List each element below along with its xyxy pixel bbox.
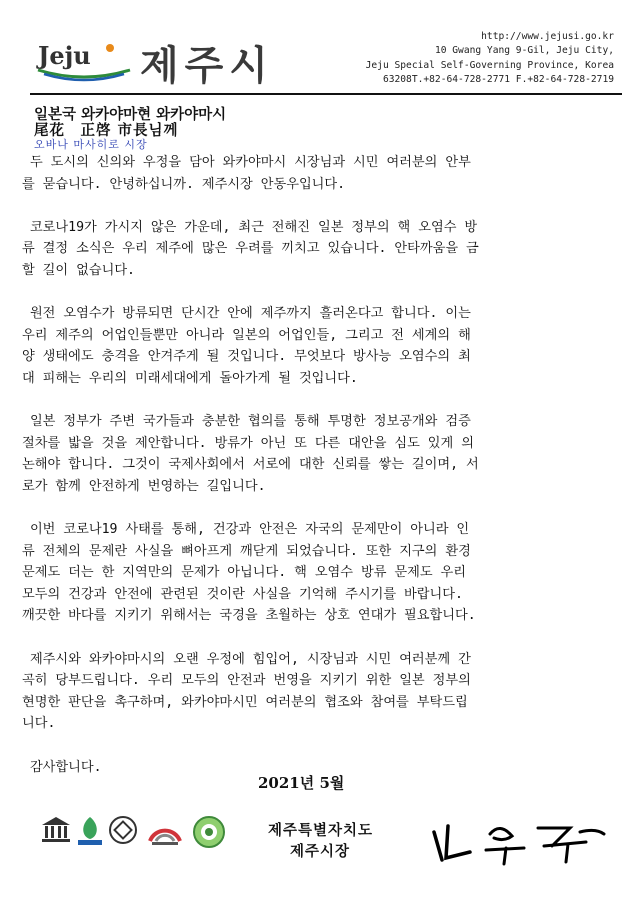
org-province: 제주특별자치도 bbox=[268, 822, 374, 839]
body-line: 제주시와 와카야마시의 오랜 우정에 힘입어, 시장님과 시민 여러분께 간 bbox=[22, 651, 471, 667]
body-line: 논해야 합니다. 그것이 국제사회에서 서로에 대한 신뢰를 쌓는 길이며, 서 bbox=[22, 457, 479, 473]
body-line: 류 전체의 문제란 사실을 뼈아프게 깨닫게 되었습니다. 또한 지구의 환경 bbox=[22, 543, 471, 559]
body-line: 우리 제주의 어업인들뿐만 아니라 일본의 어업인들, 그리고 전 세계의 해 bbox=[22, 327, 471, 343]
body-line: 대 피해는 우리의 미래세대에게 돌아가게 될 것입니다. bbox=[22, 370, 358, 386]
eco-icon bbox=[192, 815, 226, 849]
contact-phone-fax: 63208T.+82-64-728-2771 F.+82-64-728-2719 bbox=[382, 73, 614, 85]
body-line: 니다. bbox=[22, 716, 56, 732]
header-divider bbox=[30, 93, 622, 95]
jeju-logo bbox=[34, 40, 134, 82]
org-mayor-title: 제주시장 bbox=[290, 843, 351, 860]
addressee-name: 尾花 正啓 市長님께 bbox=[34, 122, 179, 139]
body-line: 깨끗한 바다를 지키기 위해서는 국경을 초월하는 상호 연대가 필요합니다. bbox=[22, 608, 476, 624]
paragraph-gap bbox=[22, 195, 616, 217]
world-heritage-icon bbox=[108, 815, 138, 845]
contact-address-line1: 10 Gwang Yang 9-Gil, Jeju City, bbox=[434, 45, 614, 57]
letter-date: 2021년 5월 bbox=[258, 774, 345, 792]
body-line: 곡히 당부드립니다. 우리 모두의 안전과 번영을 지키기 위한 일본 정부의 bbox=[22, 673, 471, 689]
addressee-city: 일본국 와카야마현 와카야마시 bbox=[34, 106, 227, 123]
body-line: 를 묻습니다. 안녕하십니까. 제주시장 안동우입니다. bbox=[22, 176, 346, 192]
body-line: 현명한 판단을 촉구하며, 와카야마시민 여러분의 협조와 참여를 부탁드립 bbox=[22, 694, 468, 710]
geopark-icon bbox=[146, 815, 184, 847]
paragraph-gap bbox=[22, 390, 616, 412]
unesco-icon bbox=[40, 815, 72, 845]
paragraph-gap bbox=[22, 282, 616, 304]
body-line: 두 도시의 신의와 우정을 담아 와카야마시 시장님과 시민 여러분의 안부 bbox=[22, 155, 471, 170]
body-line: 문제도 더는 한 지역만의 문제가 아닙니다. 핵 오염수 방류 문제도 우리 bbox=[22, 565, 467, 581]
svg-text:Jeju: Jeju bbox=[38, 41, 91, 70]
contact-block bbox=[366, 30, 614, 87]
jeju-city-title: 제주시 bbox=[140, 42, 274, 89]
body-line: 이번 코로나19 사태를 통해, 건강과 안전은 자국의 문제만이 아니라 인 bbox=[22, 522, 470, 538]
body-line: 원전 오염수가 방류되면 단시간 안에 제주까지 흘러온다고 합니다. 이는 bbox=[22, 306, 471, 322]
paragraph-gap bbox=[22, 735, 616, 757]
contact-url[interactable]: http://www.jejusi.go.kr bbox=[481, 31, 614, 42]
mayor-signature bbox=[420, 812, 610, 872]
body-line: 양 생태에도 충격을 안겨주게 될 것입니다. 무엇보다 방사능 오염수의 최 bbox=[22, 349, 471, 365]
body-line: 할 길이 없습니다. bbox=[22, 262, 135, 278]
body-line: 모두의 건강과 안전에 관련된 것이란 사실을 기억해 주시기를 바랍니다. bbox=[22, 586, 463, 602]
addressee-reading: 오바나 마사히로 시장 bbox=[34, 138, 148, 151]
body-line: 로가 함께 안전하게 번영하는 길입니다. bbox=[22, 478, 266, 494]
contact-address-line2: Jeju Special Self-Governing Province, Korea bbox=[365, 59, 614, 71]
body-line: 코로나19가 가시지 않은 가운데, 최근 전해진 일본 정부의 핵 오염수 방 bbox=[22, 219, 478, 235]
mab-icon bbox=[76, 815, 104, 847]
paragraph-gap bbox=[22, 627, 616, 649]
paragraph-gap bbox=[22, 498, 616, 520]
body-line: 절차를 밟을 것을 제안합니다. 방류가 아닌 또 다른 대안을 심도 있게 의 bbox=[22, 435, 474, 451]
body-line: 감사합니다. bbox=[22, 759, 102, 775]
body-line: 류 결정 소식은 우리 제주에 많은 우려를 끼치고 있습니다. 안타까움을 금 bbox=[22, 241, 479, 257]
body-line: 일본 정부가 주변 국가들과 충분한 협의를 통해 투명한 정보공개와 검증 bbox=[22, 414, 471, 430]
letter-body bbox=[22, 152, 616, 778]
